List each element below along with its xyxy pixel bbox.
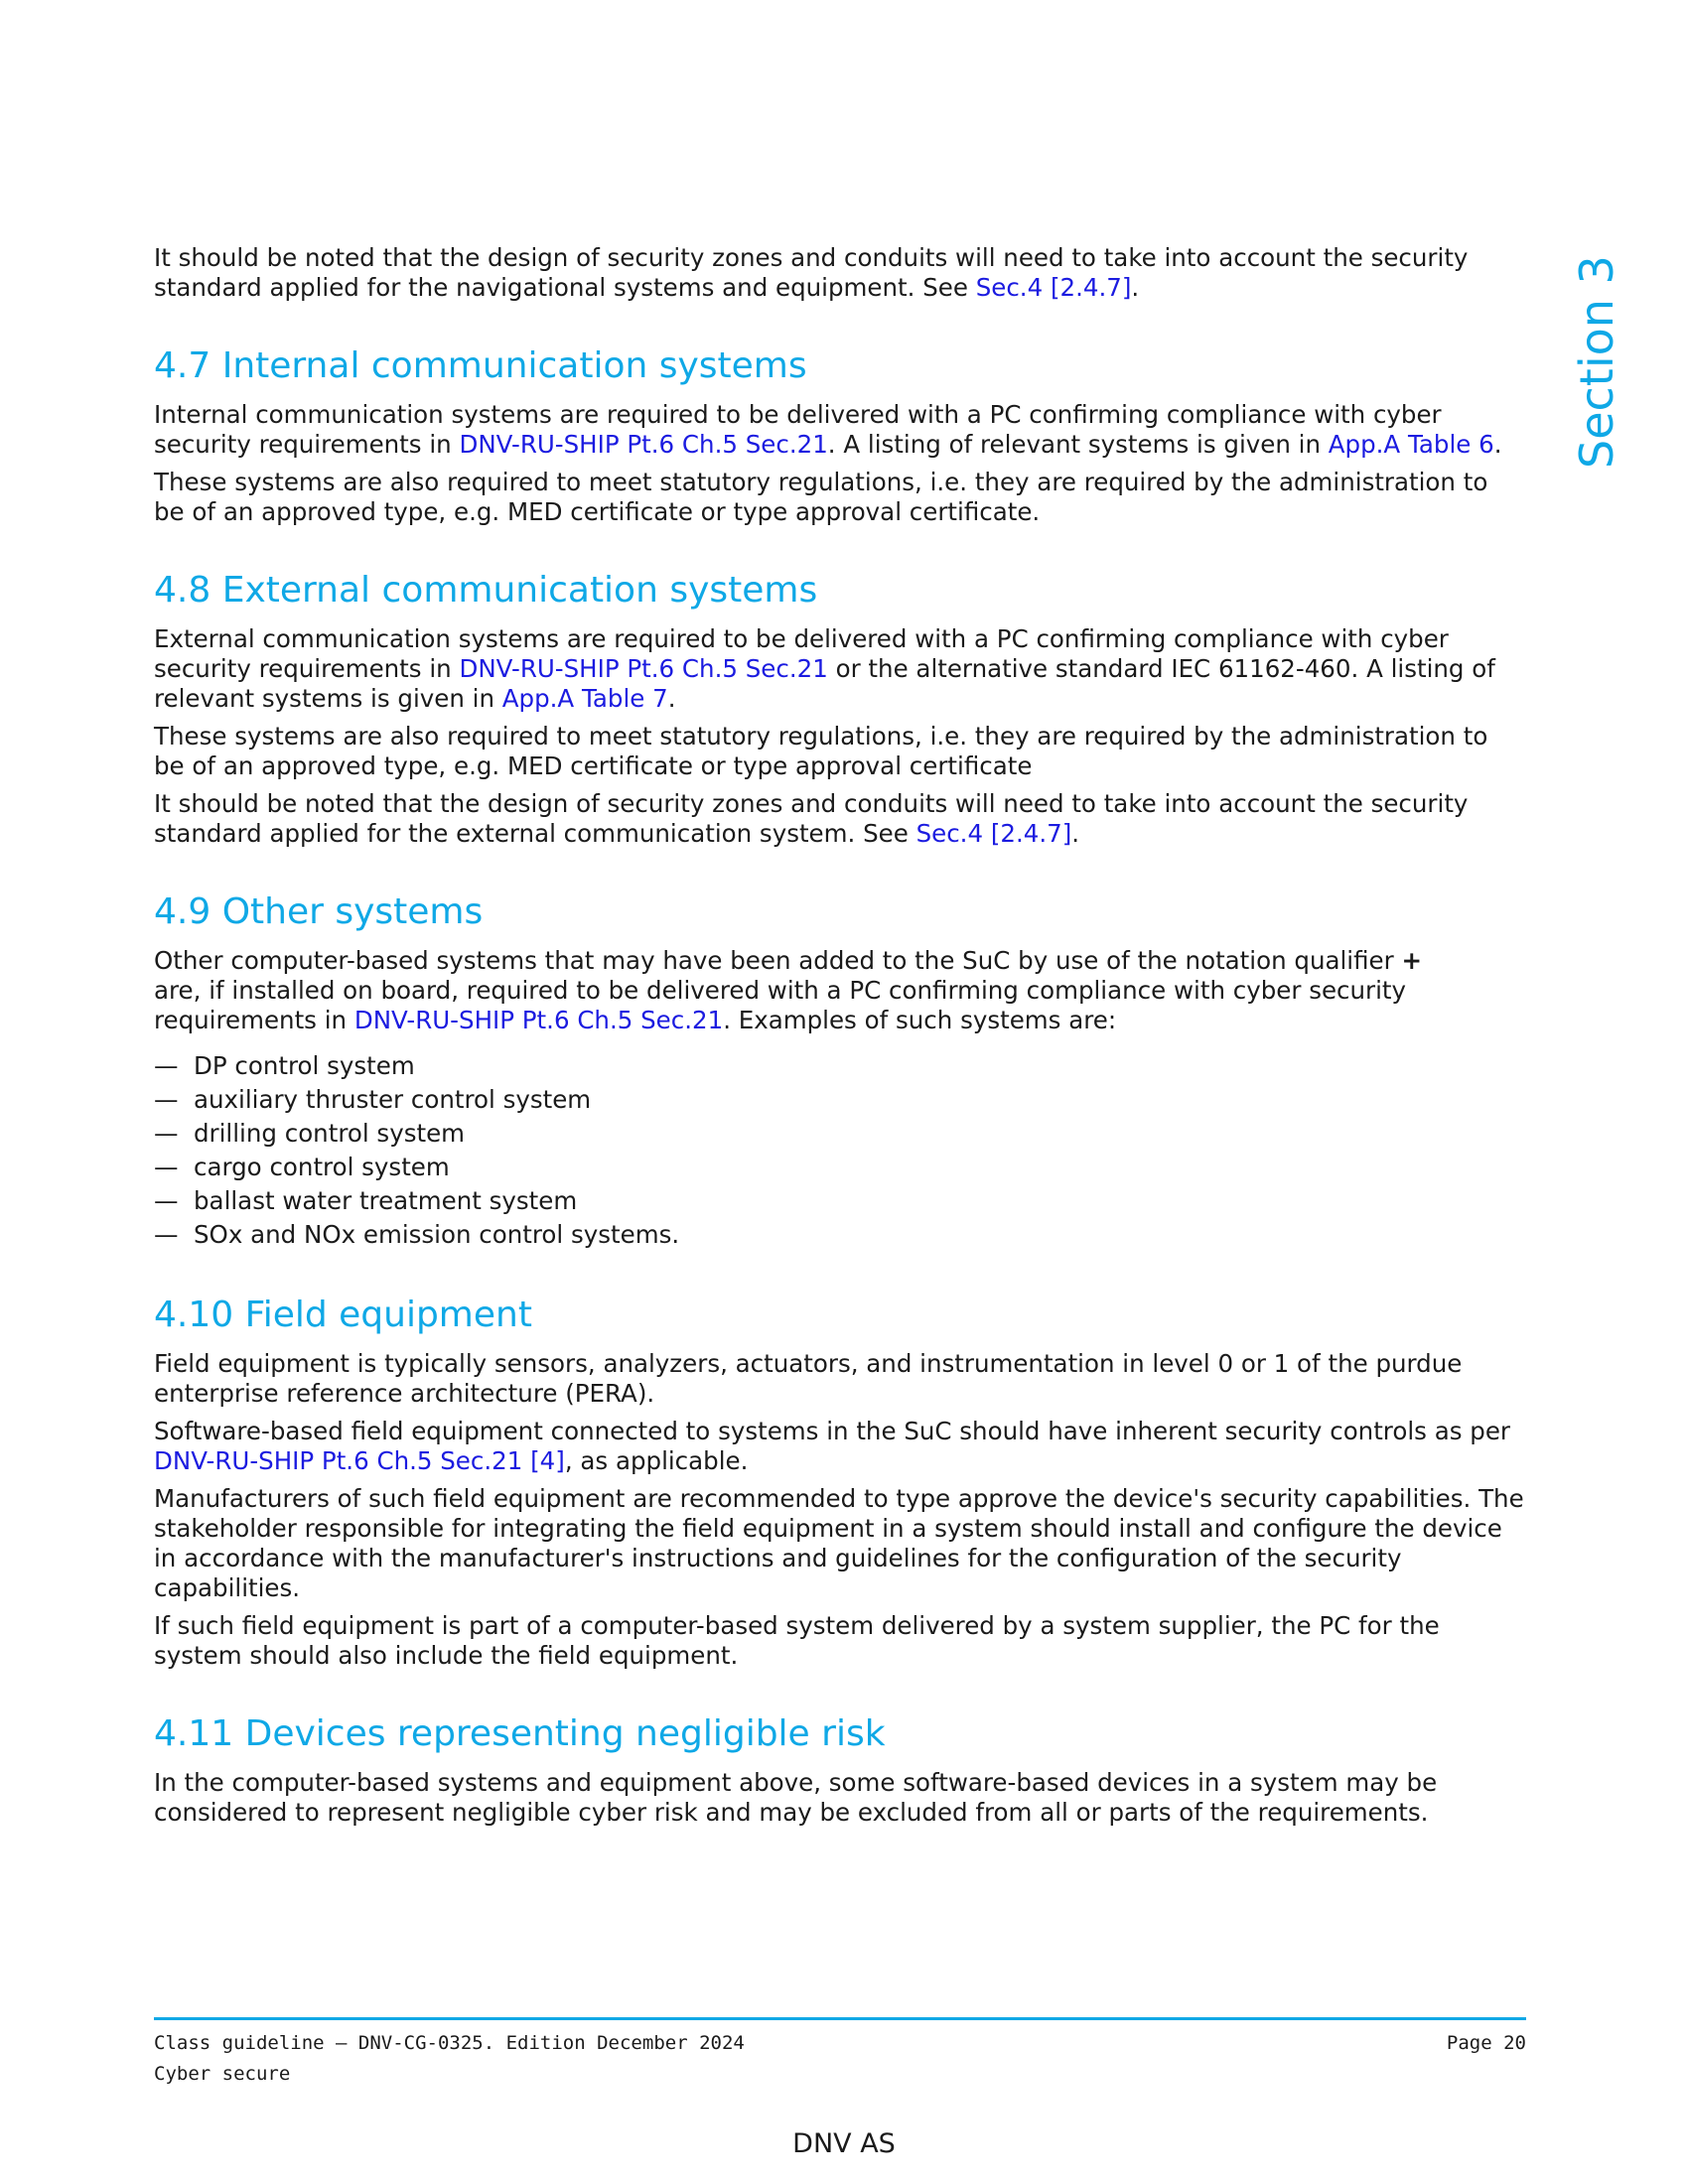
s410-paragraph-1: Field equipment is typically sensors, analyzers, actuators, and instrumentation in level 0 or 1 of the purdue enterprise reference architecture (PERA).	[154, 1349, 1463, 1408]
list-item: — DP control system	[154, 1051, 415, 1080]
heading-4-9: 4.9 Other systems	[154, 891, 484, 932]
list-item: — drilling control system	[154, 1119, 466, 1148]
link-ru-ship-sec21-4[interactable]: DNV-RU-SHIP Pt.6 Ch.5 Sec.21 [4]	[154, 1446, 565, 1475]
link-ru-ship-sec21[interactable]: DNV-RU-SHIP Pt.6 Ch.5 Sec.21	[459, 430, 828, 459]
link-ru-ship-sec21[interactable]: DNV-RU-SHIP Pt.6 Ch.5 Sec.21	[353, 1006, 724, 1034]
footer-document-subtitle: Cyber secure	[154, 2063, 291, 2085]
heading-4-8: 4.8 External communication systems	[154, 570, 818, 611]
heading-4-10: 4.10 Field equipment	[154, 1295, 532, 1335]
footer-document-title: Class guideline — DNV-CG-0325. Edition December 2024	[154, 2032, 745, 2054]
s48-paragraph-3: It should be noted that the design of security zones and conduits will need to take into account the security standard applied for the external communication system. See Sec.4 [2.4.7].	[154, 789, 1469, 848]
list-item: — SOx and NOx emission control systems.	[154, 1220, 680, 1249]
list-item: — ballast water treatment system	[154, 1186, 578, 1215]
heading-4-11: 4.11 Devices representing negligible risk	[154, 1713, 886, 1754]
list-item: — cargo control system	[154, 1153, 450, 1181]
s410-paragraph-4: If such field equipment is part of a computer-based system delivered by a system supplier, the PC for the system should also include the field equipment.	[154, 1611, 1440, 1670]
intro-paragraph: It should be noted that the design of security zones and conduits will need to take into account the security standard applied for the navigational systems and equipment. See Sec.4 [2.4.7].	[154, 243, 1469, 302]
s410-paragraph-2: Software-based field equipment connected to systems in the SuC should have inherent security controls as per DNV-RU-SHIP Pt.6 Ch.5 Sec.21 [4], as applicable.	[154, 1417, 1510, 1475]
s49-paragraph-1: Other computer-based systems that may have been added to the SuC by use of the notation qualifier + are, if installed on board, required to be delivered with a PC confirming compliance with cyber security requirements in DNV-RU-SHIP Pt.6 Ch.5 Sec.21. Examples of such systems are:	[154, 946, 1423, 1034]
notation-qualifier-plus: +	[1401, 946, 1423, 975]
s410-paragraph-3: Manufacturers of such field equipment are recommended to type approve the device's security capabilities. The stakeholder responsible for integrating the field equipment in a system should install and configure the device in accordance with the manufacturer's instructions and guidelines for the configuration of the security capabilities.	[154, 1484, 1524, 1602]
s48-paragraph-2: These systems are also required to meet statutory regulations, i.e. they are required by the administration to be of an approved type, e.g. MED certificate or type approval certificate	[154, 722, 1488, 780]
section-side-label-text: Section 3	[1570, 255, 1623, 469]
list-item: — auxiliary thruster control system	[154, 1085, 592, 1114]
footer-divider	[154, 2017, 1526, 2020]
link-sec4-2-4-7[interactable]: Sec.4 [2.4.7]	[915, 819, 1072, 848]
footer-company: DNV AS	[792, 2128, 896, 2159]
link-app-a-table-6[interactable]: App.A Table 6	[1328, 430, 1494, 459]
heading-4-7: 4.7 Internal communication systems	[154, 345, 807, 386]
s47-paragraph-1: Internal communication systems are required to be delivered with a PC confirming compliance with cyber security requirements in DNV-RU-SHIP Pt.6 Ch.5 Sec.21. A listing of relevant systems is given in App.A Table 6.	[154, 400, 1502, 459]
footer-page-number: Page 20	[1446, 2032, 1526, 2054]
s47-paragraph-2: These systems are also required to meet statutory regulations, i.e. they are required by the administration to be of an approved type, e.g. MED certificate or type approval certificate.	[154, 468, 1488, 526]
s48-paragraph-1: External communication systems are required to be delivered with a PC confirming compliance with cyber security requirements in DNV-RU-SHIP Pt.6 Ch.5 Sec.21 or the alternative standard IEC 61162-460. A listing of relevant systems is given in App.A Table 7.	[154, 624, 1495, 713]
link-ru-ship-sec21[interactable]: DNV-RU-SHIP Pt.6 Ch.5 Sec.21	[459, 654, 828, 683]
document-body	[154, 243, 1524, 1836]
s411-paragraph-1: In the computer-based systems and equipment above, some software-based devices in a system may be considered to represent negligible cyber risk and may be excluded from all or parts of the requirements.	[154, 1768, 1438, 1827]
other-systems-list	[154, 1049, 1524, 1252]
link-sec4-2-4-7[interactable]: Sec.4 [2.4.7]	[975, 273, 1132, 302]
link-app-a-table-7[interactable]: App.A Table 7	[501, 684, 668, 713]
